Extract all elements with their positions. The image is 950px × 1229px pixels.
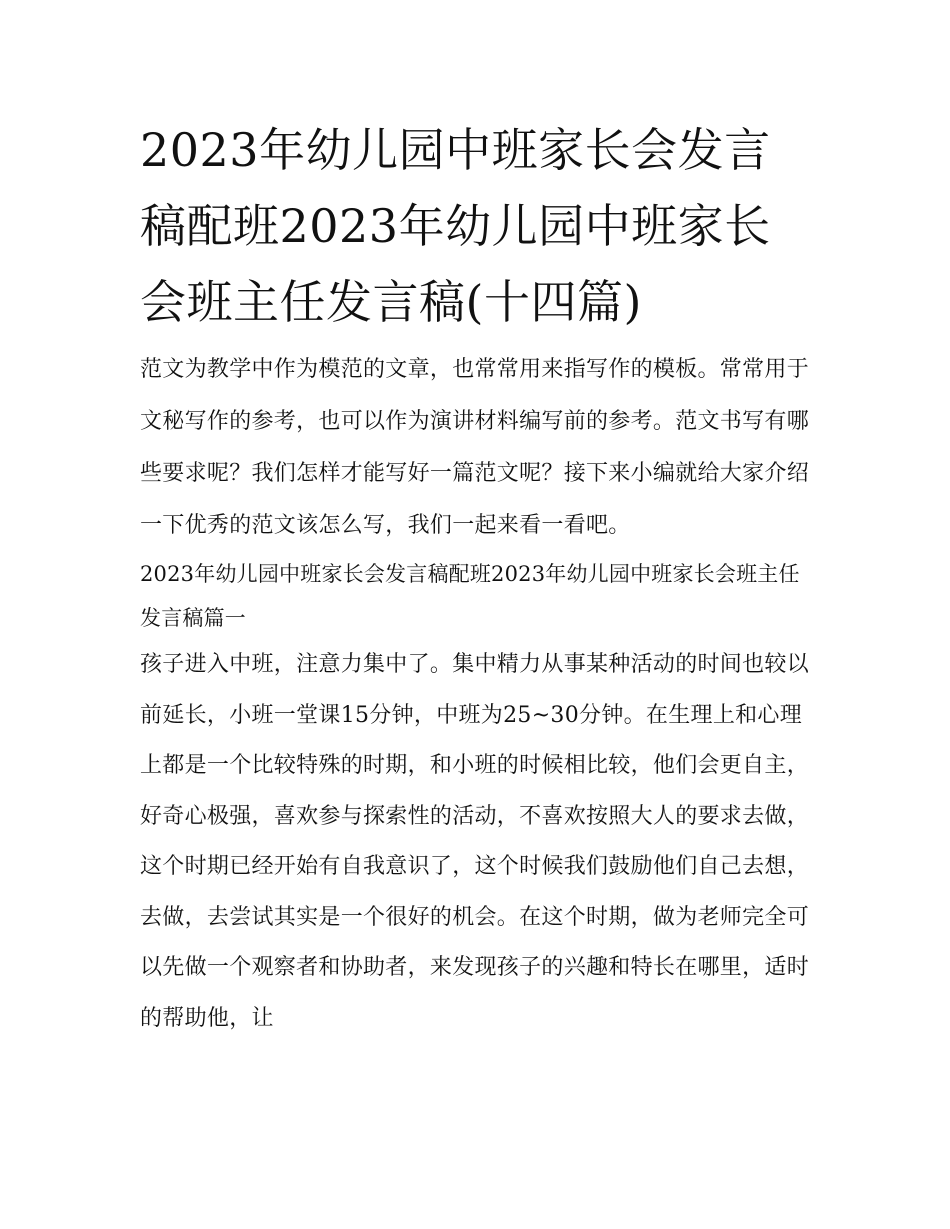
- document-title: 2023年幼儿园中班家长会发言稿配班2023年幼儿园中班家长会班主任发言稿(十四篇): [140, 123, 771, 329]
- intro-paragraph: 范文为教学中作为模范的文章，也常常用来指写作的模板。常常用于文秘写作的参考，也可以作为演讲材料编写前的参考。范文书写有哪些要求呢？我们怎样才能写好一篇范文呢？接下来小编就给大家介绍一下优秀的范文该怎么写，我们一起来看一看吧。: [140, 357, 810, 538]
- document-page: [140, 112, 815, 1044]
- body-paragraph: 孩子进入中班，注意力集中了。集中精力从事某种活动的时间也较以前延长，小班一堂课15分钟，中班为25~30分钟。在生理上和心理上都是一个比较特殊的时期，和小班的时候相比较，他们会更自主，好奇心极强，喜欢参与探索性的活动，不喜欢按照大人的要求去做，这个时期已经开始有自我意识了，这个时候我们鼓励他们自己去想，去做，去尝试其实是一个很好的机会。在这个时期，做为老师完全可以先做一个观察者和协助者，来发现孩子的兴趣和特长在哪里，适时的帮助他，让: [140, 652, 810, 1031]
- section-heading: 2023年幼儿园中班家长会发言稿配班2023年幼儿园中班家长会班主任发言稿篇一: [140, 562, 800, 630]
